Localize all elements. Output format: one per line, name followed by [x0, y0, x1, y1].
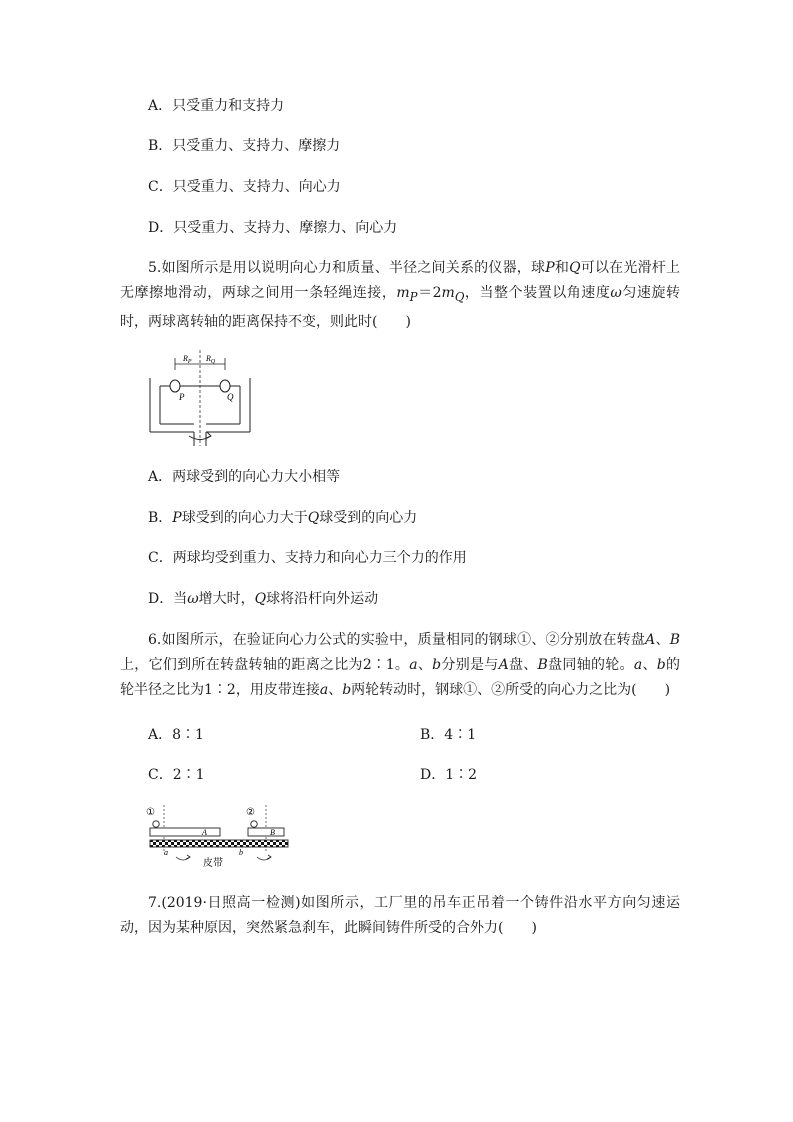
- q5-label-rp: $R_P$: [183, 354, 192, 365]
- q4-option-a: A．只受重力和支持力: [148, 98, 285, 114]
- q5-option-a: A．两球受到的向心力大小相等: [148, 469, 341, 485]
- q6-label-plate-b: B: [270, 828, 275, 837]
- q6-option-b: B．4∶1: [420, 727, 477, 743]
- q6-label-ball2: ②: [246, 807, 255, 818]
- q4-option-c: C．只受重力、支持力、向心力: [148, 179, 341, 195]
- q5-label-rq: $R_Q$: [206, 354, 216, 365]
- q6-figure: [144, 803, 294, 873]
- q6-label-wheel-b: b: [239, 848, 243, 857]
- q5-option-c: C．两球均受到重力、支持力和向心力三个力的作用: [148, 550, 467, 566]
- q6-option-a: A．8∶1: [148, 727, 204, 743]
- q6-option-c: C．2∶1: [148, 767, 205, 783]
- q5-figure: [145, 346, 255, 446]
- q4-option-d: D．只受重力、支持力、摩擦力、向心力: [148, 220, 398, 236]
- q6-label-plate-a: A: [202, 828, 207, 837]
- q6-label-wheel-a: a: [164, 848, 168, 857]
- q5-label-p: P: [179, 392, 185, 402]
- q7-stem: 7.(2019·日照高一检测)如图所示，工厂里的吊车正吊着一个铸件沿水平方向匀速运动，因为某种原因，突然紧急刹车，此瞬间铸件所受的合外力( ): [120, 895, 680, 936]
- q6-option-d: D．1∶2: [420, 767, 478, 783]
- q5-option-d: D．当ω增大时，Q球将沿杆向外运动: [148, 591, 379, 607]
- q4-option-b: B．只受重力、支持力、摩擦力: [148, 138, 341, 154]
- q5-label-q: Q: [227, 392, 234, 402]
- q5-stem: 5.如图所示是用以说明向心力和质量、半径之间关系的仪器，球P和Q可以在光滑杆上无摩擦地滑动，两球之间用一条轻绳连接，$m_P=2m_Q$，当整个装置以角速度ω匀速旋转时，两球离转轴的距离保持不变，则此时( ): [120, 260, 681, 330]
- q6-stem: 6.如图所示，在验证向心力公式的实验中，质量相同的钢球①、②分别放在转盘A、B上，它们到所在转盘转轴的距离之比为2∶1。a、b分别是与A盘、B盘同轴的轮。a、b的轮半径之比为1∶2，用皮带连接a、b两轮转动时，钢球①、②所受的向心力之比为( ): [120, 632, 681, 698]
- q6-label-belt: 皮带: [203, 858, 223, 869]
- q5-option-b: B．P球受到的向心力大于Q球受到的向心力: [148, 510, 418, 526]
- q6-label-ball1: ①: [146, 807, 155, 818]
